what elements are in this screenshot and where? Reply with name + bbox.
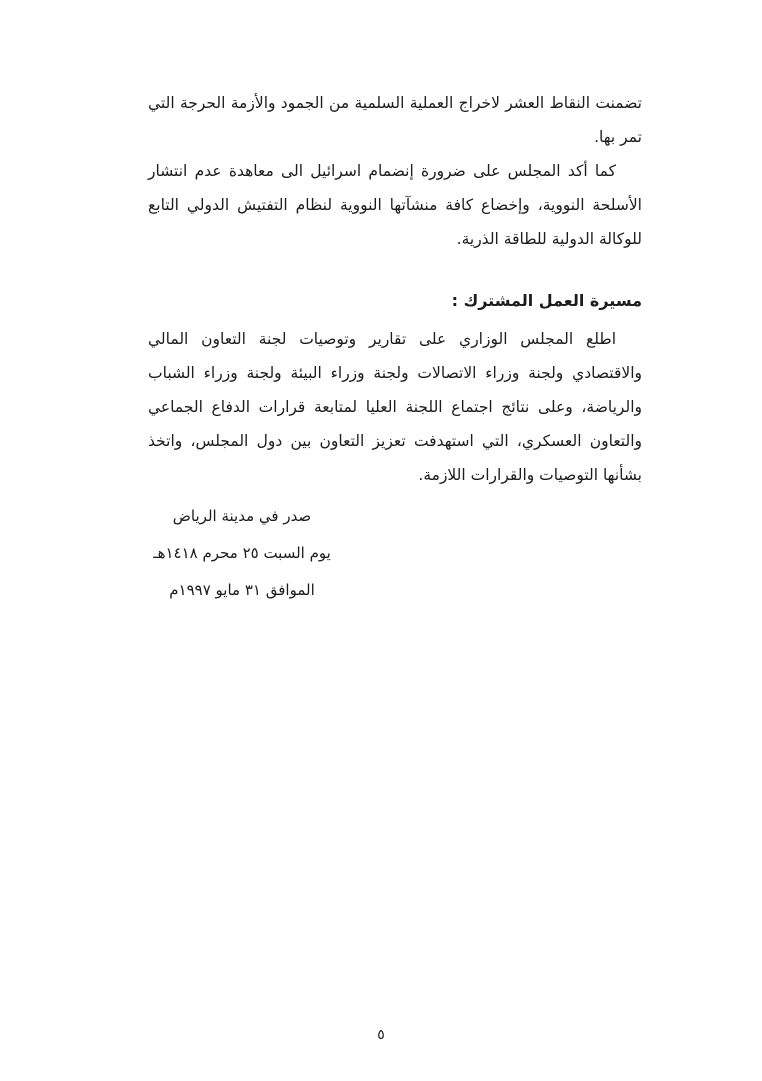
paragraph-intro: تضمنت النقاط العشر لاخراج العملية السلمية من الجمود والأزمة الحرجة التي تمر بها. — [148, 94, 642, 146]
signature-hijri-date: يوم السبت ٢٥ محرم ١٤١٨هـ — [153, 544, 331, 562]
paragraph-nuclear-treaty: كما أكد المجلس على ضرورة إنضمام اسرائيل الى معاهدة عدم انتشار الأسلحة النووية، وإخضاع كافة منشآتها النووية لنظام التفتيش الدولي التابع للوكالة الدولية للطاقة الذرية. — [148, 162, 642, 248]
signature-place: صدر في مدينة الرياض — [172, 507, 312, 525]
signature-block — [142, 498, 342, 609]
paragraph-joint-action: اطلع المجلس الوزاري على تقارير وتوصيات لجنة التعاون المالي والاقتصادي ولجنة وزراء الاتصالات ولجنة وزراء البيئة ولجنة وزراء الشباب والرياضة، وعلى نتائج اجتماع اللجنة العليا لمتابعة قرارات الدفاع الجماعي والتعاون العسكري، التي استهدفت تعزيز التعاون بين دول المجلس، واتخذ بشأنها التوصيات والقرارات اللازمة. — [148, 330, 642, 484]
section-heading-joint-action: مسيرة العمل المشترك : — [451, 291, 642, 310]
document-body — [148, 86, 642, 609]
signature-gregorian-date: الموافق ٣١ مايو ١٩٩٧م — [169, 581, 315, 599]
page-number: ٥ — [377, 1027, 385, 1043]
